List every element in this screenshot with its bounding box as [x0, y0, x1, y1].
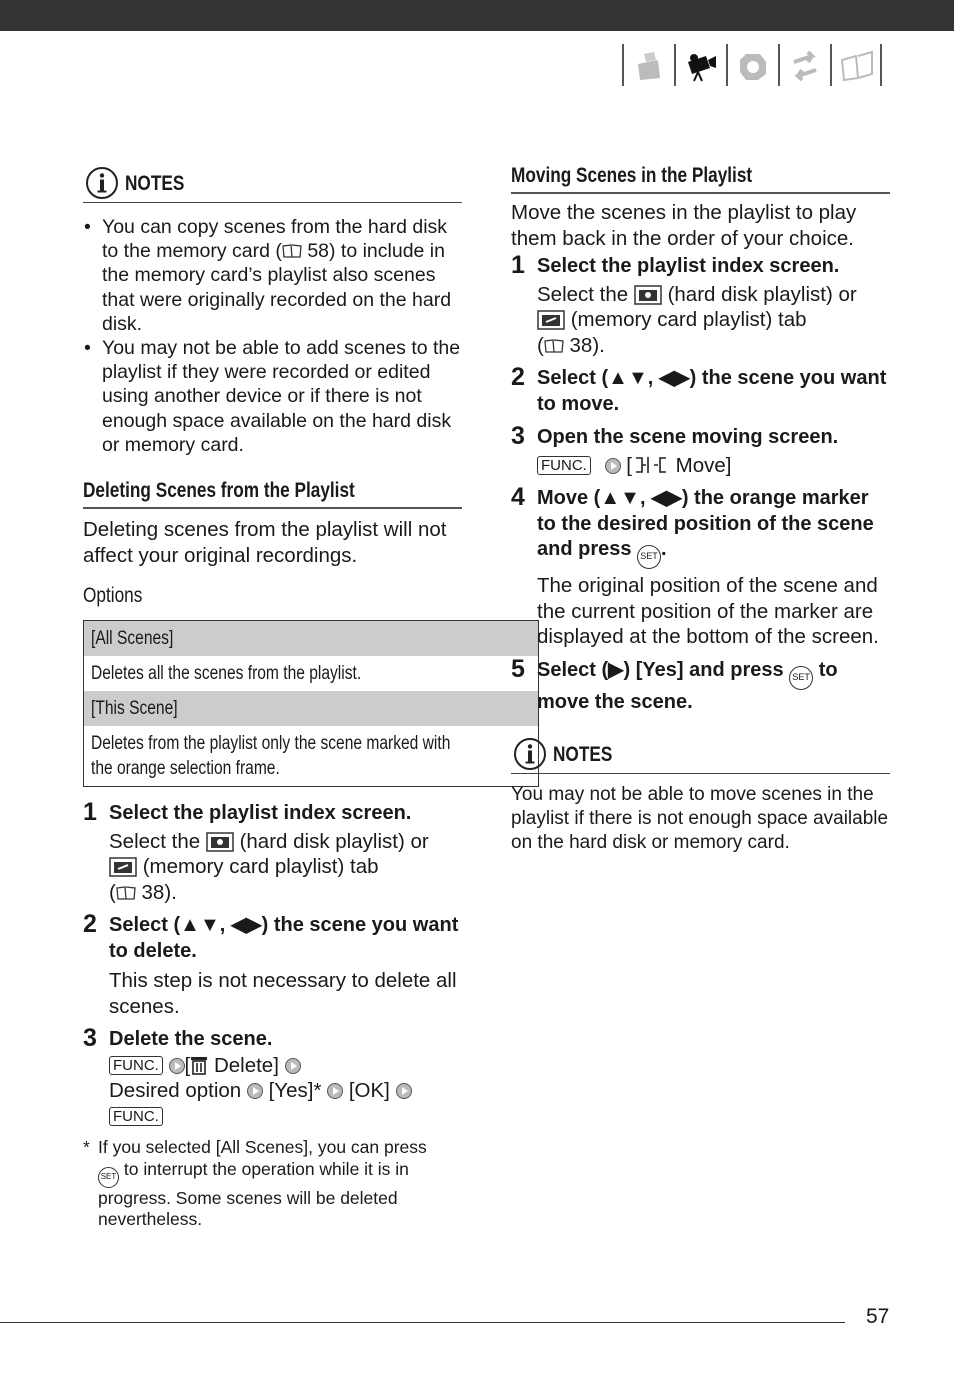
up-down-arrow-icon: ▲▼: [180, 914, 220, 937]
book-icon: [544, 339, 564, 353]
step-1: [83, 798, 462, 905]
top-bar: [0, 0, 954, 31]
card-playlist-icon: [109, 857, 137, 877]
trash-icon: [190, 1055, 208, 1075]
arrow-circle-icon: [285, 1058, 301, 1074]
step-title: Open the scene moving screen.: [537, 426, 839, 448]
step-number: 2: [511, 363, 525, 391]
arrow-circle-icon: [605, 458, 621, 474]
step-number: 1: [83, 798, 97, 827]
step-title: Move (▲▼, ◀▶) the orange marker to the desired position of the scene and press SET .: [537, 486, 890, 569]
func-button: FUNC.: [537, 456, 591, 475]
intro-tab-icon: [622, 44, 674, 86]
options-table: [83, 620, 539, 787]
notes-text: You may not be able to move scenes in the playlist if there is not enough space available on the hard disk or memory card.: [511, 784, 889, 853]
func-button: FUNC.: [109, 1056, 163, 1075]
step-3: [511, 422, 890, 478]
book-icon: [116, 886, 136, 900]
step-title: Select the playlist index screen.: [109, 802, 412, 825]
step-1: [511, 251, 890, 358]
move-heading: Moving Scenes in the Playlist: [511, 158, 890, 194]
info-icon: [513, 737, 547, 771]
options-label: Options: [83, 584, 143, 608]
notes-header: [511, 737, 890, 774]
step-number: 5: [511, 654, 525, 683]
list-item: • You may not be able to add scenes to the playlist if they were recorded or edited using another device or if there is not enough space available on the hard disk or memory card.: [83, 336, 462, 457]
option-header: [All Scenes]: [84, 621, 539, 657]
step-2: [83, 910, 462, 1019]
left-right-arrow-icon: ◀▶: [230, 914, 262, 937]
step-number: 2: [83, 910, 97, 939]
step-desc: FUNC. [ Move]: [537, 453, 890, 479]
left-column: [83, 166, 462, 1231]
book-tab-icon: [830, 44, 882, 86]
right-arrow-icon: ▶: [608, 658, 624, 681]
step-desc: This step is not necessary to delete all scenes.: [109, 969, 457, 1018]
transfer-tab-icon: [778, 44, 830, 86]
step-desc: Select the (hard disk playlist) or (memory card playlist) tab ( 38).: [537, 282, 857, 357]
left-right-arrow-icon: ◀▶: [658, 367, 690, 389]
step-title: Select (▲▼, ◀▶) the scene you want to move.: [537, 367, 887, 415]
delete-heading: Deleting Scenes from the Playlist: [83, 477, 462, 509]
step-number: 1: [511, 251, 525, 279]
move-scene-icon: [632, 455, 670, 475]
movie-tab-icon: [674, 44, 726, 86]
step-4: [511, 483, 890, 650]
step-title: Delete the scene.: [109, 1028, 273, 1051]
step-2: [511, 363, 890, 417]
section-tabs: [622, 44, 882, 86]
delete-intro: Deleting scenes from the playlist will not affect your original recordings.: [83, 518, 447, 567]
set-button-icon: SET: [98, 1167, 119, 1188]
book-icon: [282, 244, 302, 258]
footnote: * If you selected [All Scenes], you can press SET to interrupt the operation while it is in progress. Some scenes will be deleted nevertheless.: [83, 1137, 427, 1230]
func-button: FUNC.: [109, 1107, 163, 1126]
step-desc: FUNC. [ Delete] Desired option [Yes]* [OK] FUNC.: [109, 1053, 462, 1130]
step-desc: The original position of the scene and the current position of the marker are displayed at the bottom of the screen.: [537, 574, 879, 648]
card-playlist-icon: [537, 310, 565, 330]
list-item: • You can copy scenes from the hard disk to the memory card ( 58) to include in the memory card’s playlist also scenes that were originally recorded on the hard disk.: [83, 215, 462, 336]
arrow-circle-icon: [247, 1083, 263, 1099]
notes-label: NOTES: [553, 743, 613, 766]
hdd-playlist-icon: [634, 285, 662, 305]
arrow-circle-icon: [169, 1058, 185, 1074]
up-down-arrow-icon: ▲▼: [600, 487, 640, 509]
step-number: 3: [511, 422, 525, 450]
right-column: [511, 158, 890, 855]
option-desc: Deletes from the playlist only the scene marked with the orange selection frame.: [91, 733, 451, 780]
option-header: [This Scene]: [84, 691, 539, 726]
info-icon: [85, 166, 119, 200]
set-button-icon: SET: [789, 666, 813, 690]
step-title: Select (▲▼, ◀▶) the scene you want to delete.: [109, 914, 459, 962]
notes-label: NOTES: [125, 172, 185, 195]
option-desc: Deletes all the scenes from the playlist.: [91, 663, 362, 685]
set-button-icon: SET: [637, 545, 661, 569]
move-intro: Move the scenes in the playlist to play them back in the order of your choice.: [511, 201, 857, 250]
footer-rule: [0, 1322, 845, 1323]
step-title: Select (▶) [Yes] and press SET to move the scene.: [537, 658, 838, 713]
page-number: 57: [866, 1305, 890, 1328]
hdd-playlist-icon: [206, 832, 234, 852]
up-down-arrow-icon: ▲▼: [608, 367, 648, 389]
step-desc: Select the (hard disk playlist) or (memory card playlist) tab ( 38).: [109, 829, 429, 904]
notes-list: [83, 215, 462, 457]
photo-tab-icon: [726, 44, 778, 86]
step-number: 4: [511, 483, 525, 511]
step-3: [83, 1024, 462, 1129]
arrow-circle-icon: [396, 1083, 412, 1099]
left-right-arrow-icon: ◀▶: [651, 487, 682, 509]
step-5: [511, 654, 890, 716]
notes-header: [83, 166, 462, 203]
step-number: 3: [83, 1024, 97, 1053]
step-title: Select the playlist index screen.: [537, 255, 840, 277]
arrow-circle-icon: [327, 1083, 343, 1099]
